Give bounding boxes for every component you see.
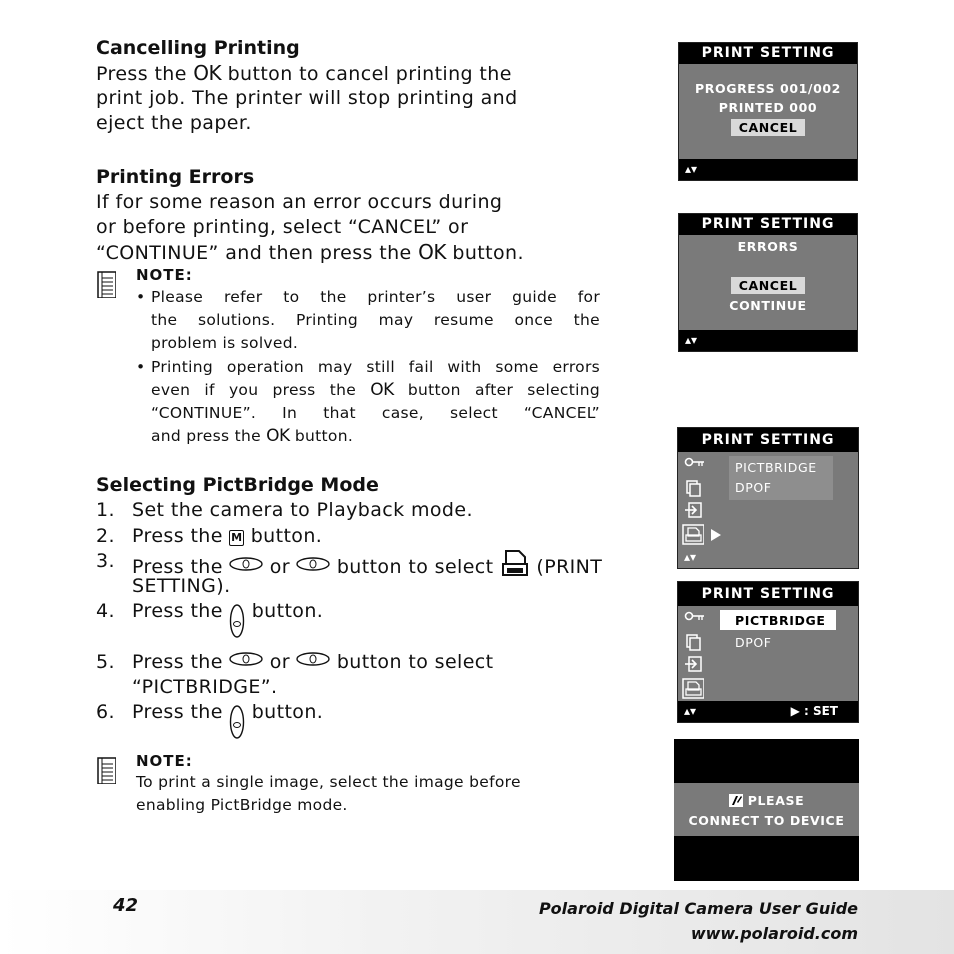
footer-title: Polaroid Digital Camera User Guide xyxy=(538,899,858,918)
screen-title: PRINT SETTING xyxy=(678,582,858,606)
footer-url[interactable]: www.polaroid.com xyxy=(690,924,858,943)
lcd-please-connect xyxy=(674,739,859,881)
progress-text: PROGRESS 001/002 xyxy=(695,81,841,96)
pictbridge-option[interactable]: PICTBRIDGE xyxy=(735,460,817,475)
ok-symbol: OK xyxy=(370,380,394,400)
left-button-icon xyxy=(229,557,263,571)
cancel-option[interactable]: CANCEL xyxy=(731,119,806,136)
screen-title: PRINT SETTING xyxy=(679,43,857,64)
page-number: 42 xyxy=(113,895,139,916)
errors-text-line-3: “CONTINUE” and then press the OK button. xyxy=(96,240,524,264)
errors-text-line-1: If for some reason an error occurs during xyxy=(96,191,503,213)
step-5: 5. Press the or button to select xyxy=(96,651,494,673)
errors-text: ERRORS xyxy=(737,239,799,254)
key-icon xyxy=(684,456,706,470)
print-setting-icon xyxy=(500,549,530,577)
step-5-cont: “PICTBRIDGE”. xyxy=(132,676,278,698)
note2-line-2: enabling PictBridge mode. xyxy=(136,796,348,814)
pictbridge-heading: Selecting PictBridge Mode xyxy=(96,474,379,496)
note-icon xyxy=(96,270,116,298)
down-button-icon xyxy=(229,704,245,740)
ok-symbol: OK xyxy=(418,240,446,264)
errors-text-line-2: or before printing, select “CANCEL” or xyxy=(96,216,469,238)
lcd-print-errors xyxy=(678,213,858,352)
down-button-icon xyxy=(229,603,245,639)
note-bullet-2: • Printing operation may still fail with some errors even if you press the OK button after selecting “CONTINUE”. In that case, select “CANCEL” and press the OK button. xyxy=(136,358,600,446)
note-title: NOTE: xyxy=(136,752,193,770)
cancel-text-line-2: print job. The printer will stop printing and xyxy=(96,87,518,109)
import-icon xyxy=(684,501,706,519)
bullet: • xyxy=(136,288,146,306)
dpof-option[interactable]: DPOF xyxy=(735,480,772,495)
menu-button-icon: M xyxy=(231,531,243,544)
lcd-pictbridge-select xyxy=(677,581,859,723)
import-icon xyxy=(684,655,706,673)
printing-errors-heading: Printing Errors xyxy=(96,166,255,188)
dpof-option[interactable]: DPOF xyxy=(735,635,772,650)
step-3: 3. Press the or button to select (PRINT xyxy=(96,550,603,578)
right-button-icon xyxy=(296,557,330,571)
note2-line-1: To print a single image, select the image before xyxy=(136,773,521,791)
message-band: PLEASE CONNECT TO DEVICE xyxy=(674,783,859,836)
nav-arrows: ▴▾ xyxy=(679,330,857,351)
ok-symbol: OK xyxy=(193,61,222,85)
pictbridge-option-selected[interactable]: PICTBRIDGE xyxy=(720,610,836,630)
right-button-icon xyxy=(296,652,330,666)
lcd-print-progress xyxy=(678,42,858,181)
copy-icon xyxy=(684,633,706,651)
set-hint: ▶ : SET xyxy=(790,704,838,718)
nav-arrows: ▴▾ xyxy=(679,159,857,180)
left-button-icon xyxy=(229,652,263,666)
nav-arrows: ▴▾ xyxy=(684,704,697,718)
key-icon xyxy=(684,610,706,624)
step-1: 1. Set the camera to Playback mode. xyxy=(96,499,473,521)
print-icon xyxy=(682,524,704,546)
submenu-panel xyxy=(729,456,833,500)
step-4: 4. Press the button. xyxy=(96,599,115,624)
pictbridge-icon xyxy=(729,794,743,807)
step-3-cont: SETTING). xyxy=(132,575,231,597)
note-icon xyxy=(96,756,116,784)
copy-icon xyxy=(684,479,706,497)
screen-title: PRINT SETTING xyxy=(678,428,858,452)
cancel-text-line-3: eject the paper. xyxy=(96,112,252,134)
ok-symbol: OK xyxy=(266,426,290,446)
step-2: 2. Press the M button. xyxy=(96,525,323,547)
note-title: NOTE: xyxy=(136,266,193,284)
bullet: • xyxy=(136,358,146,376)
note-bullet-1: • Please refer to the printer’s user guide for the solutions. Printing may resume once the problem is solved. xyxy=(136,288,600,352)
step-6: 6. Press the button. xyxy=(96,700,115,725)
lcd-print-setting-menu xyxy=(677,427,859,569)
screen-title: PRINT SETTING xyxy=(679,214,857,235)
cancel-option[interactable]: CANCEL xyxy=(731,277,806,294)
nav-arrows: ▴▾ xyxy=(684,550,697,564)
printed-text: PRINTED 000 xyxy=(718,100,818,115)
cancelling-printing-heading: Cancelling Printing xyxy=(96,37,300,59)
bottom-bar xyxy=(678,701,858,722)
print-icon xyxy=(682,678,704,700)
continue-option[interactable]: CONTINUE xyxy=(729,298,807,313)
cancel-text-line-1: Press the OK button to cancel printing the xyxy=(96,61,512,85)
selection-arrow-icon xyxy=(710,528,722,542)
